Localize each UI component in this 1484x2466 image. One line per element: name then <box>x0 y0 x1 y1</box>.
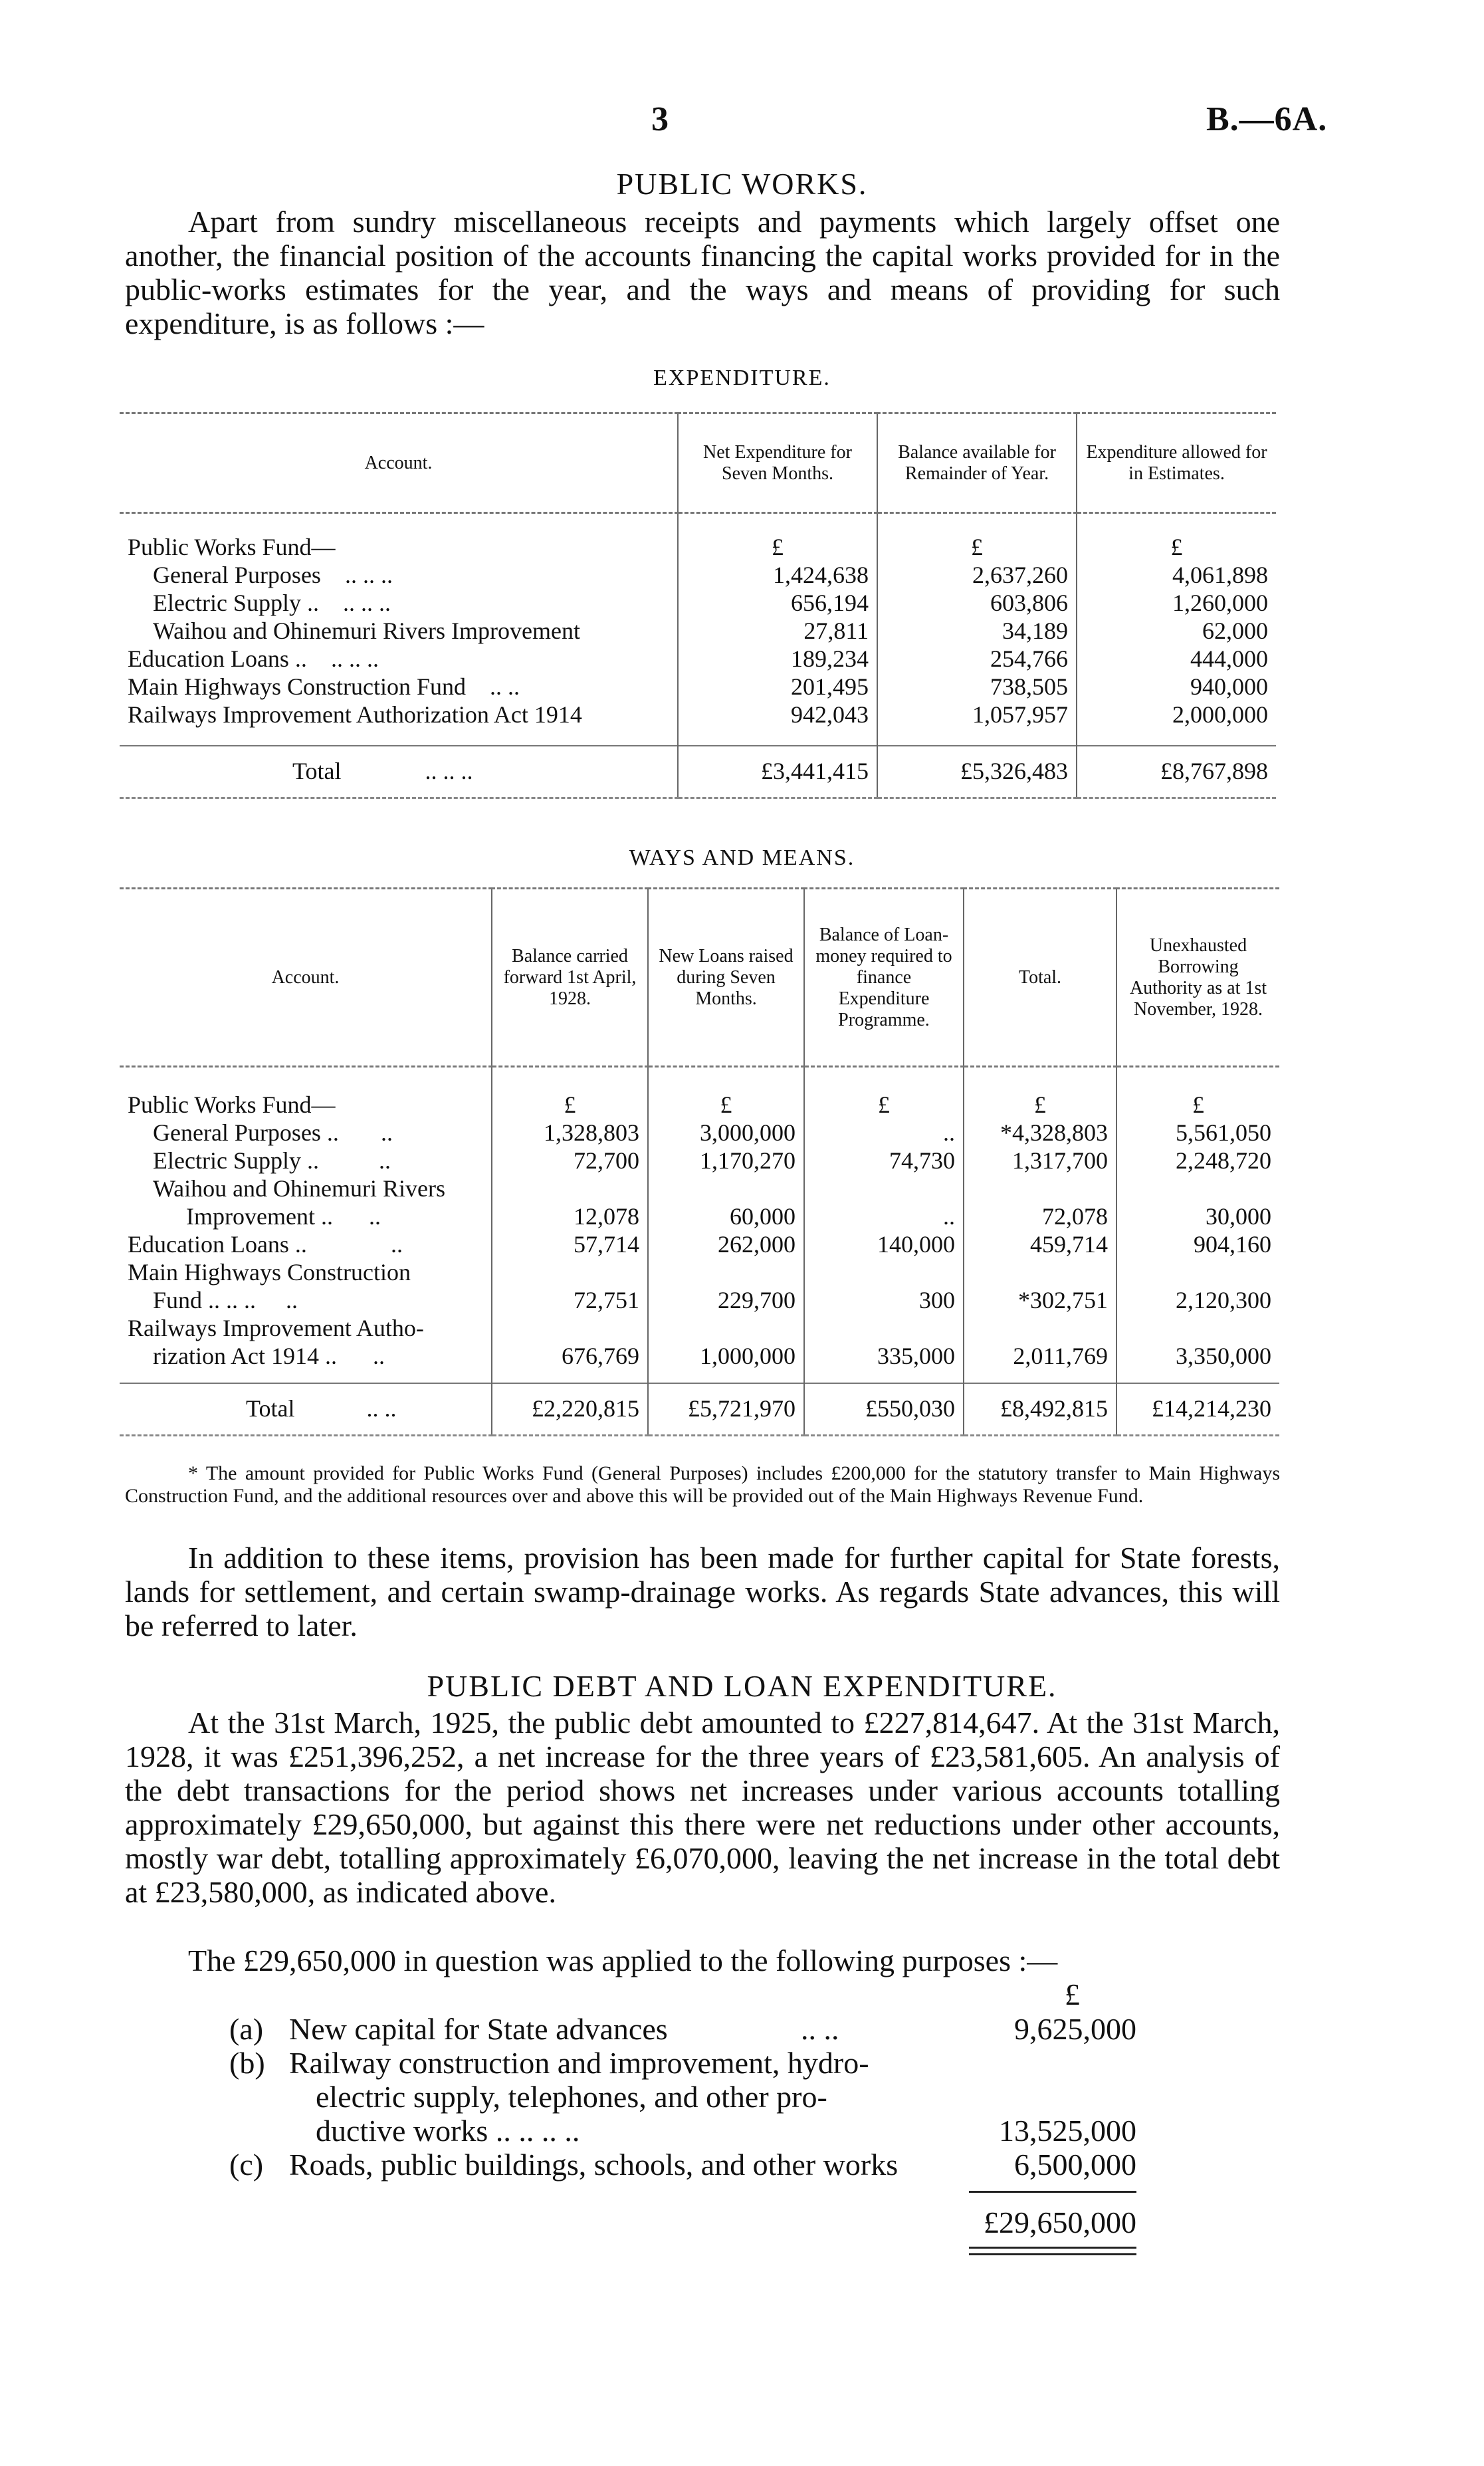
table-row <box>120 673 1276 701</box>
cell-net-expenditure: 189,234 <box>678 645 877 673</box>
sum-rule <box>969 2191 1136 2193</box>
row-account: Electric Supply .. <box>153 589 319 616</box>
cell-balance-available: 254,766 <box>877 645 1077 673</box>
leader-dots: .. <box>368 1202 381 1230</box>
cell-balance-forward <box>492 1258 648 1286</box>
table-row <box>120 617 1276 645</box>
row-account: Railways Improvement Authorization Act 1914 <box>128 701 582 728</box>
table-row <box>120 1286 1279 1314</box>
cell-expenditure-allowed: 444,000 <box>1077 645 1276 673</box>
cell-expenditure-allowed: 2,000,000 <box>1077 701 1276 729</box>
cell-balance-forward <box>492 1175 648 1202</box>
purpose-label: Roads, public buildings, schools, and other works <box>289 2148 899 2182</box>
table-row <box>120 1091 1279 1119</box>
purposes-intro: The £29,650,000 in question was applied to the following purposes :— <box>188 1944 1058 1977</box>
row-account: Railways Improvement Autho- <box>128 1314 424 1341</box>
cell-expenditure-allowed: 4,061,898 <box>1077 561 1276 589</box>
double-rule-bottom <box>969 2253 1136 2255</box>
column-header-new-loans: New Loans raised during Seven Months. <box>648 889 804 1067</box>
cell-total: 1,317,700 <box>964 1147 1116 1175</box>
cell-expenditure-allowed: 940,000 <box>1077 673 1276 701</box>
cell-new-loans <box>648 1175 804 1202</box>
currency-symbol: £ <box>1116 1091 1279 1119</box>
currency-symbol: £ <box>1077 533 1276 561</box>
row-account: General Purposes .. <box>153 1119 339 1146</box>
leader-dots: .. <box>380 1119 393 1146</box>
cell-net-expenditure: 27,811 <box>678 617 877 645</box>
column-header-total: Total. <box>964 889 1116 1067</box>
table-row <box>120 1175 1279 1202</box>
total-label: Total <box>246 1395 295 1422</box>
currency-symbol: £ <box>964 1091 1116 1119</box>
row-account: General Purposes <box>153 561 321 588</box>
cell-loan-balance <box>804 1314 964 1342</box>
cell-net-expenditure: 656,194 <box>678 589 877 617</box>
cell-total <box>964 1258 1116 1286</box>
cell-total <box>964 1314 1116 1342</box>
public-debt-paragraph: At the 31st March, 1925, the public debt amounted to £227,814,647. At the 31st March, 1928, it was £251,396,252, a net increase for the three years of £23,581,605. An analysis of the debt transactions for the period shows net increases under various accounts totalling approximately £29,650,000, but against this there were net reductions under other accounts, mostly war debt, totalling approximately £6,070,000, leaving the net increase in the total debt at £23,580,000, as indicated above. <box>125 1706 1280 1909</box>
column-header-balance-available: Balance available for Remainder of Year. <box>877 413 1077 513</box>
row-account: Education Loans .. <box>128 645 307 672</box>
ways-means-table <box>120 887 1279 1436</box>
column-header-account: Account. <box>120 413 678 513</box>
column-header-balance-forward: Balance carried forward 1st April, 1928. <box>492 889 648 1067</box>
table-row <box>120 1314 1279 1342</box>
row-account: rization Act 1914 .. <box>153 1342 337 1369</box>
cell-loan-balance <box>804 1175 964 1202</box>
purpose-label-continued: electric supply, telephones, and other pro- <box>316 2080 827 2114</box>
column-header-account: Account. <box>120 889 492 1067</box>
table-row <box>120 1147 1279 1175</box>
currency-symbol: £ <box>877 533 1077 561</box>
row-account: Fund .. .. .. <box>153 1286 257 1313</box>
cell-balance-forward: 12,078 <box>492 1202 648 1230</box>
leader-dots: .. .. <box>801 2012 839 2046</box>
double-rule-top <box>969 2247 1136 2249</box>
total-unexhausted: £14,214,230 <box>1116 1383 1279 1436</box>
cell-balance-forward: 72,751 <box>492 1286 648 1314</box>
total-balance-available: £5,326,483 <box>877 746 1077 798</box>
public-works-title: PUBLIC WORKS. <box>616 167 868 201</box>
purpose-amount: 9,625,000 <box>1014 2012 1136 2046</box>
row-account: Waihou and Ohinemuri Rivers <box>153 1175 446 1202</box>
column-header-unexhausted: Unexhausted Borrowing Authority as at 1st November, 1928. <box>1116 889 1279 1067</box>
leader-dots: .. <box>390 1230 403 1258</box>
table-row <box>120 1230 1279 1258</box>
cell-unexhausted: 3,350,000 <box>1116 1342 1279 1370</box>
cell-total: 72,078 <box>964 1202 1116 1230</box>
cell-loan-balance: .. <box>804 1119 964 1147</box>
cell-unexhausted: 2,120,300 <box>1116 1286 1279 1314</box>
total-loan-balance: £550,030 <box>804 1383 964 1436</box>
currency-symbol: £ <box>678 533 877 561</box>
cell-loan-balance: 74,730 <box>804 1147 964 1175</box>
cell-net-expenditure: 942,043 <box>678 701 877 729</box>
leader-dots: .. .. .. <box>342 589 391 616</box>
document-reference: B.—6A. <box>1206 100 1328 138</box>
group-label: Public Works Fund— <box>128 533 336 560</box>
currency-symbol: £ <box>1065 1977 1080 2011</box>
cell-balance-available: 1,057,957 <box>877 701 1077 729</box>
cell-new-loans <box>648 1314 804 1342</box>
leader-dots: .. .. .. <box>330 645 379 672</box>
cell-total: *4,328,803 <box>964 1119 1116 1147</box>
cell-balance-forward <box>492 1314 648 1342</box>
cell-loan-balance <box>804 1258 964 1286</box>
table-row <box>120 561 1276 589</box>
column-header-net-expenditure: Net Expenditure for Seven Months. <box>678 413 877 513</box>
table-row <box>120 589 1276 617</box>
cell-new-loans: 262,000 <box>648 1230 804 1258</box>
total-total: £8,492,815 <box>964 1383 1116 1436</box>
leader-dots: .. .. <box>490 673 520 700</box>
purpose-label-continued: ductive works .. .. .. .. <box>316 2114 580 2148</box>
total-row <box>120 1383 1279 1436</box>
cell-new-loans <box>648 1258 804 1286</box>
column-header-expenditure-allowed: Expenditure allowed for in Estimates. <box>1077 413 1276 513</box>
purpose-amount: 13,525,000 <box>999 2114 1136 2148</box>
table-row <box>120 533 1276 561</box>
cell-unexhausted <box>1116 1314 1279 1342</box>
purpose-marker: (c) <box>229 2148 264 2182</box>
cell-loan-balance: 140,000 <box>804 1230 964 1258</box>
total-balance-forward: £2,220,815 <box>492 1383 648 1436</box>
table-row <box>120 1342 1279 1370</box>
leader-dots: .. <box>286 1286 298 1313</box>
purposes-total: £29,650,000 <box>984 2205 1136 2239</box>
table-row <box>120 1119 1279 1147</box>
table-row <box>120 1202 1279 1230</box>
cell-loan-balance: .. <box>804 1202 964 1230</box>
cell-unexhausted: 2,248,720 <box>1116 1147 1279 1175</box>
row-account: Electric Supply .. <box>153 1147 319 1174</box>
leader-dots: .. <box>372 1342 385 1369</box>
cell-new-loans: 3,000,000 <box>648 1119 804 1147</box>
cell-total: 459,714 <box>964 1230 1116 1258</box>
cell-total: 2,011,769 <box>964 1342 1116 1370</box>
row-account: Main Highways Construction Fund <box>128 673 466 700</box>
row-account: Education Loans .. <box>128 1230 307 1258</box>
row-account: Waihou and Ohinemuri Rivers Improvement <box>153 617 580 644</box>
table-row <box>120 1258 1279 1286</box>
cell-loan-balance: 300 <box>804 1286 964 1314</box>
cell-balance-available: 738,505 <box>877 673 1077 701</box>
cell-net-expenditure: 201,495 <box>678 673 877 701</box>
cell-net-expenditure: 1,424,638 <box>678 561 877 589</box>
cell-total: *302,751 <box>964 1286 1116 1314</box>
total-label: Total <box>292 757 342 784</box>
cell-expenditure-allowed: 1,260,000 <box>1077 589 1276 617</box>
public-works-intro: Apart from sundry miscellaneous receipts and payments which largely offset one another, the financial position of the accounts financing the capital works provided for in the public-works estimates for the year, and the ways and means of providing for such expenditure, is as follows :— <box>125 205 1280 340</box>
cell-unexhausted: 5,561,050 <box>1116 1119 1279 1147</box>
total-row <box>120 746 1276 798</box>
cell-total <box>964 1175 1116 1202</box>
footnote: * The amount provided for Public Works Fund (General Purposes) includes £200,000 for the statutory transfer to Main Highways Construction Fund, and the additional resources over and above this will be provided out of the Main Highways Revenue Fund. <box>125 1462 1280 1507</box>
cell-unexhausted: 30,000 <box>1116 1202 1279 1230</box>
cell-balance-forward: 1,328,803 <box>492 1119 648 1147</box>
total-new-loans: £5,721,970 <box>648 1383 804 1436</box>
cell-expenditure-allowed: 62,000 <box>1077 617 1276 645</box>
cell-unexhausted <box>1116 1258 1279 1286</box>
purpose-amount: 6,500,000 <box>1014 2148 1136 2182</box>
total-expenditure-allowed: £8,767,898 <box>1077 746 1276 798</box>
expenditure-title: EXPENDITURE. <box>653 366 831 390</box>
leader-dots: .. <box>378 1147 391 1174</box>
purpose-marker: (b) <box>229 2046 265 2080</box>
cell-balance-forward: 676,769 <box>492 1342 648 1370</box>
cell-new-loans: 229,700 <box>648 1286 804 1314</box>
cell-balance-available: 603,806 <box>877 589 1077 617</box>
cell-balance-forward: 72,700 <box>492 1147 648 1175</box>
leader-dots: .. .. .. <box>425 757 473 784</box>
currency-symbol: £ <box>648 1091 804 1119</box>
cell-unexhausted: 904,160 <box>1116 1230 1279 1258</box>
expenditure-table <box>120 412 1276 799</box>
cell-balance-available: 2,637,260 <box>877 561 1077 589</box>
leader-dots: .. .. <box>366 1395 397 1422</box>
table-row <box>120 701 1276 729</box>
cell-new-loans: 60,000 <box>648 1202 804 1230</box>
purpose-label: Railway construction and improvement, hydro- <box>289 2046 869 2080</box>
public-debt-title: PUBLIC DEBT AND LOAN EXPENDITURE. <box>427 1669 1057 1703</box>
currency-symbol: £ <box>492 1091 648 1119</box>
purpose-marker: (a) <box>229 2012 264 2046</box>
ways-means-title: WAYS AND MEANS. <box>629 845 855 870</box>
cell-loan-balance: 335,000 <box>804 1342 964 1370</box>
group-label: Public Works Fund— <box>128 1091 336 1118</box>
currency-symbol: £ <box>804 1091 964 1119</box>
purpose-label: New capital for State advances <box>289 2012 668 2046</box>
cell-balance-forward: 57,714 <box>492 1230 648 1258</box>
cell-balance-available: 34,189 <box>877 617 1077 645</box>
cell-new-loans: 1,000,000 <box>648 1342 804 1370</box>
table-row <box>120 645 1276 673</box>
total-net-expenditure: £3,441,415 <box>678 746 877 798</box>
cell-unexhausted <box>1116 1175 1279 1202</box>
row-account: Main Highways Construction <box>128 1258 411 1286</box>
additional-provision-paragraph: In addition to these items, provision has been made for further capital for State forests, lands for settlement, and certain swamp-drainage works. As regards State advances, this will be referred to later. <box>125 1541 1280 1642</box>
leader-dots: .. .. .. <box>344 561 393 588</box>
page-number: 3 <box>651 100 669 138</box>
row-account: Improvement .. <box>186 1202 333 1230</box>
cell-new-loans: 1,170,270 <box>648 1147 804 1175</box>
column-header-loan-balance: Balance of Loan-money required to finance Expenditure Programme. <box>804 889 964 1067</box>
